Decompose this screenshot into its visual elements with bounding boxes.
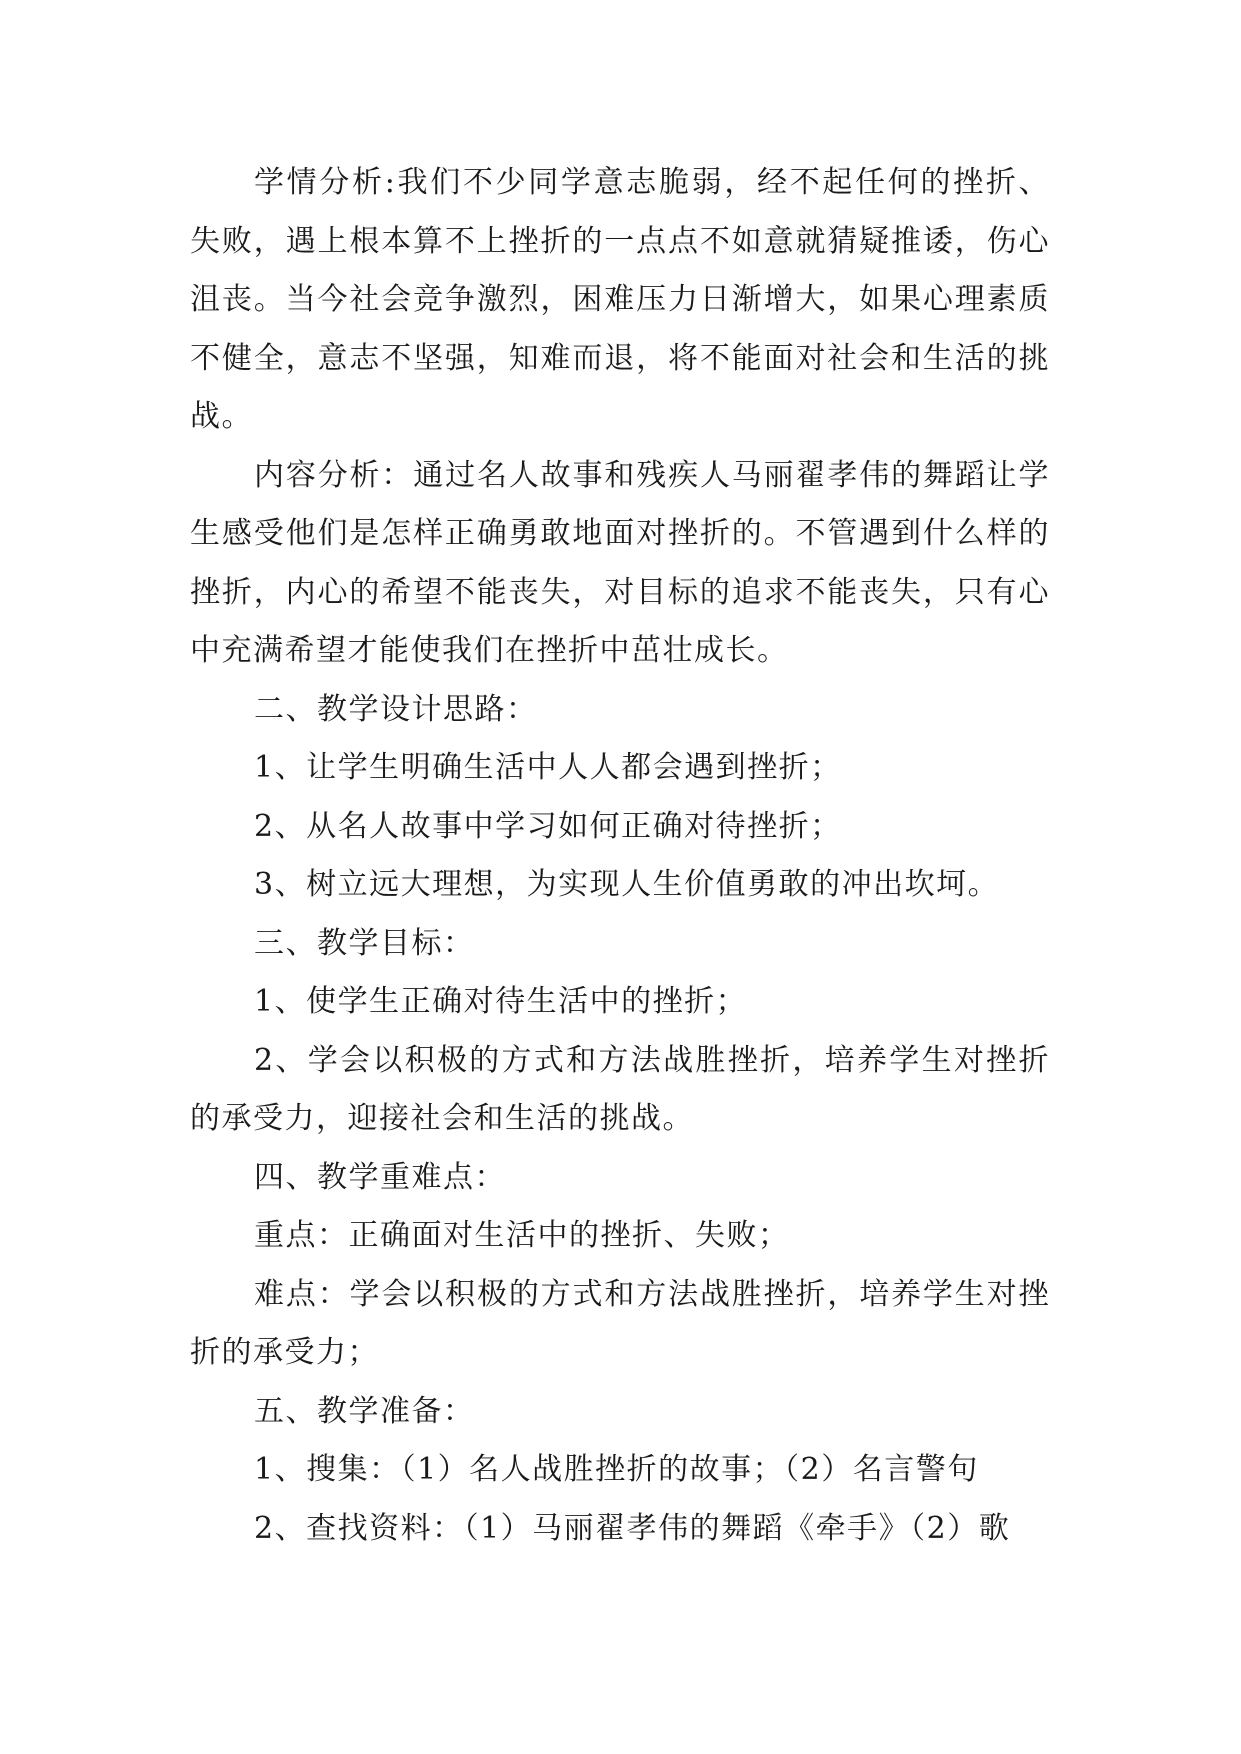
paragraph-content-analysis: 内容分析：通过名人故事和残疾人马丽翟孝伟的舞蹈让学生感受他们是怎样正确勇敢地面对挫折的。不管遇到什么样的挫折，内心的希望不能丧失，对目标的追求不能丧失，只有心中充满希望才能使我们在挫折中茁壮成长。	[190, 457, 1050, 668]
paragraph-difficult-point: 难点：学会以积极的方式和方法战胜挫折，培养学生对挫折的承受力；	[190, 1276, 1050, 1370]
list-item-design-1: 1、让学生明确生活中人人都会遇到挫折；	[254, 750, 842, 785]
heading-teaching-goals: 三、教学目标：	[254, 925, 475, 961]
list-item-design-3: 3、树立远大理想，为实现人生价值勇敢的冲出坎坷。	[254, 867, 1000, 902]
paragraph-key-point: 重点：正确面对生活中的挫折、失败；	[254, 1218, 790, 1253]
heading-key-difficult-points: 四、教学重难点：	[254, 1159, 506, 1195]
paragraph-student-analysis: 学情分析:我们不少同学意志脆弱，经不起任何的挫折、失败，遇上根本算不上挫折的一点点不如意就猜疑推诿，伤心沮丧。当今社会竞争激烈，困难压力日渐增大，如果心理素质不健全，意志不坚强，知难而退，将不能面对社会和生活的挑战。	[190, 165, 1050, 434]
list-item-preparation-1: 1、搜集：（1）名人战胜挫折的故事；（2）名言警句	[254, 1452, 979, 1487]
list-item-design-2: 2、从名人故事中学习如何正确对待挫折；	[254, 808, 842, 844]
heading-design-ideas: 二、教学设计思路：	[254, 691, 538, 727]
list-item-preparation-2: 2、查找资料：（1）马丽翟孝伟的舞蹈《牵手》（2）歌	[254, 1510, 1011, 1546]
list-item-goal-2: 2、学会以积极的方式和方法战胜挫折，培养学生对挫折的承受力，迎接社会和生活的挑战。	[190, 1042, 1050, 1136]
list-item-goal-1: 1、使学生正确对待生活中的挫折；	[254, 984, 748, 1019]
heading-teaching-preparation: 五、教学准备：	[254, 1393, 475, 1429]
document-body	[190, 154, 1050, 1558]
